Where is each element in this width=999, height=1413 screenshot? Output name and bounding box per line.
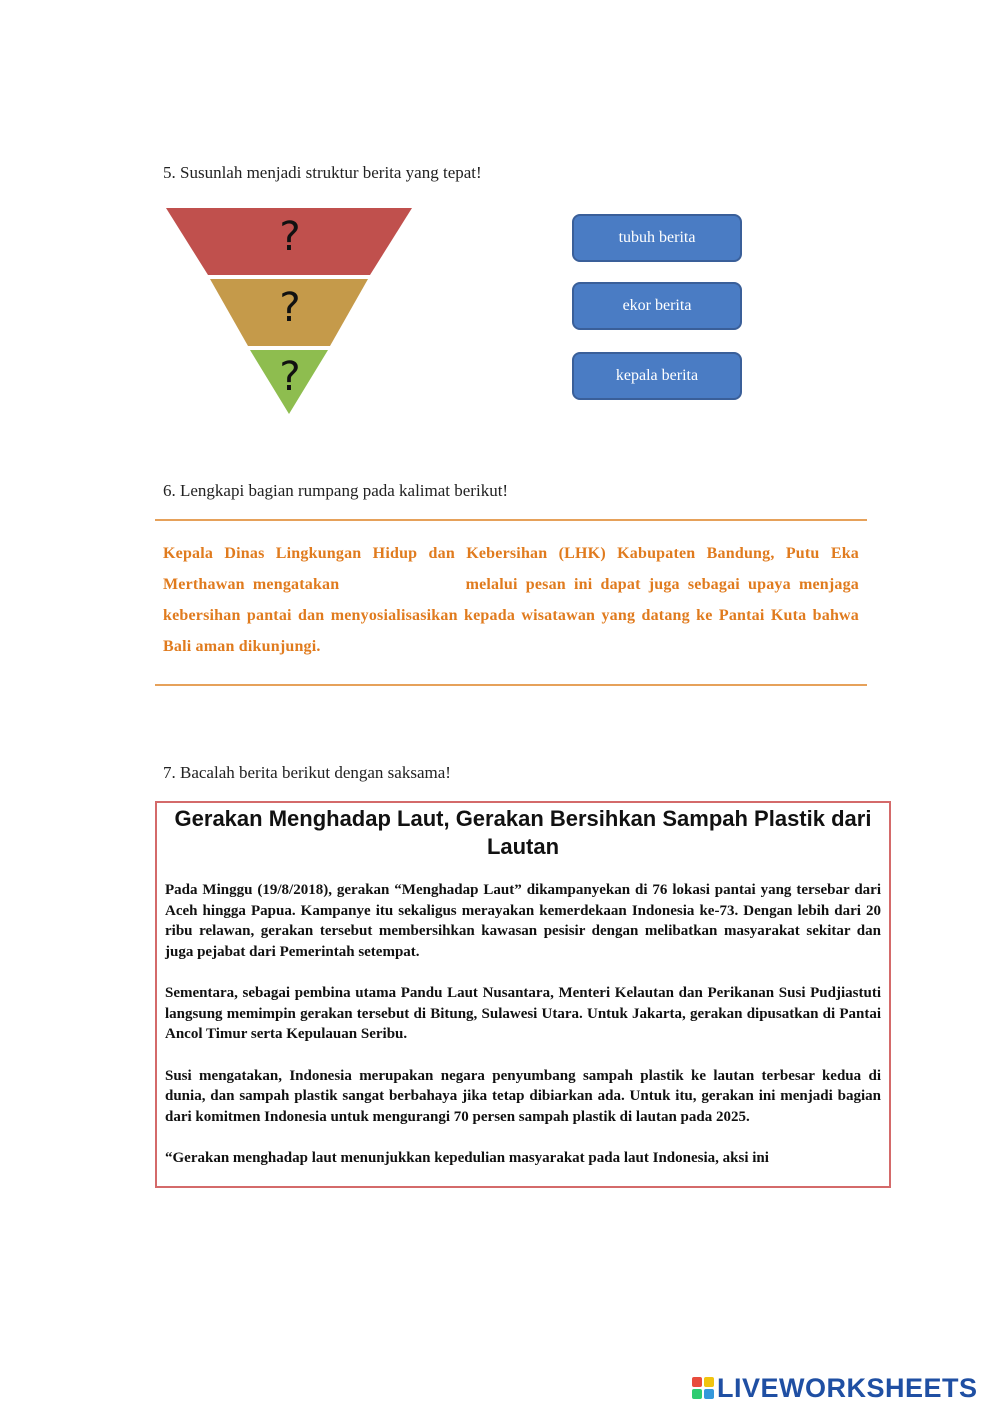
pyramid-slot-3[interactable]: ? — [279, 354, 301, 400]
news-paragraph-3: Susi mengatakan, Indonesia merupakan negara penyumbang sampah plastik ke lautan terbesar kedua di dunia, dan sampah plastik sangat berbahaya jika tetap dibiarkan ada. Untuk itu, gerakan ini menjadi bagian dari komitmen Indonesia untuk mengurangi 70 persen sampah plastik di lautan pada 2025. — [165, 1067, 881, 1125]
news-paragraph-1: Pada Minggu (19/8/2018), gerakan “Menghadap Laut” dikampanyekan di 76 lokasi pantai yang tersebar dari Aceh hingga Papua. Kampanye itu sekaligus merayakan kemerdekaan Indonesia ke-73. Dengan lebih dari 20 ribu relawan, gerakan tersebut membersihkan kawasan pesisir dengan melibatkan masyarakat sekitar dan juga pejabat dari Pemerintah setempat. — [165, 882, 881, 960]
bottom-divider — [155, 684, 867, 686]
top-divider — [155, 519, 867, 521]
news-paragraph-4: “Gerakan menghadap laut menunjukkan kepedulian masyarakat pada laut Indonesia, aksi ini — [165, 1150, 769, 1166]
pyramid-slot-2[interactable]: ? — [279, 285, 301, 331]
news-article-box — [155, 801, 891, 1188]
question-5-title: 5. Susunlah menjadi struktur berita yang tepat! — [163, 163, 482, 182]
news-paragraph-2: Sementara, sebagai pembina utama Pandu Laut Nusantara, Menteri Kelautan dan Perikanan Susi Pudjiastuti langsung memimpin gerakan tersebut di Bitung, Sulawesi Utara. Untuk Jakarta, gerakan dipusatkan di Pantai Ancol Timur serta Kepulauan Seribu. — [165, 985, 881, 1042]
logo-text: LIVEWORKSHEETS — [717, 1372, 978, 1403]
cloze-text-before: Kepala Dinas Lingkungan Hidup dan Kebersihan (LHK) Kabupaten Bandung, Putu Eka Merthawan mengatakan — [163, 545, 859, 593]
logo-icon — [692, 1377, 714, 1399]
cloze-blank-input[interactable] — [347, 574, 457, 596]
question-7-title: 7. Bacalah berita berikut dengan saksama! — [163, 763, 451, 782]
question-6-title: 6. Lengkapi bagian rumpang pada kalimat berikut! — [163, 481, 509, 500]
news-headline: Gerakan Menghadap Laut, Gerakan Bersihkan Sampah Plastik dari Lautan — [174, 806, 872, 859]
option-tubuh-berita[interactable]: tubuh berita — [572, 214, 742, 262]
pyramid-slot-1[interactable]: ? — [279, 214, 301, 260]
option-ekor-berita[interactable]: ekor berita — [572, 282, 742, 330]
liveworksheets-logo — [692, 1374, 978, 1402]
news-structure-pyramid — [166, 206, 414, 416]
cloze-text-after: melalui pesan ini dapat juga sebagai upaya menjaga kebersihan pantai dan menyosialisasikan kepada wisatawan yang datang ke Pantai Kuta bahwa Bali aman dikunjungi. — [163, 576, 859, 655]
option-kepala-berita[interactable]: kepala berita — [572, 352, 742, 400]
cloze-paragraph — [163, 538, 859, 662]
